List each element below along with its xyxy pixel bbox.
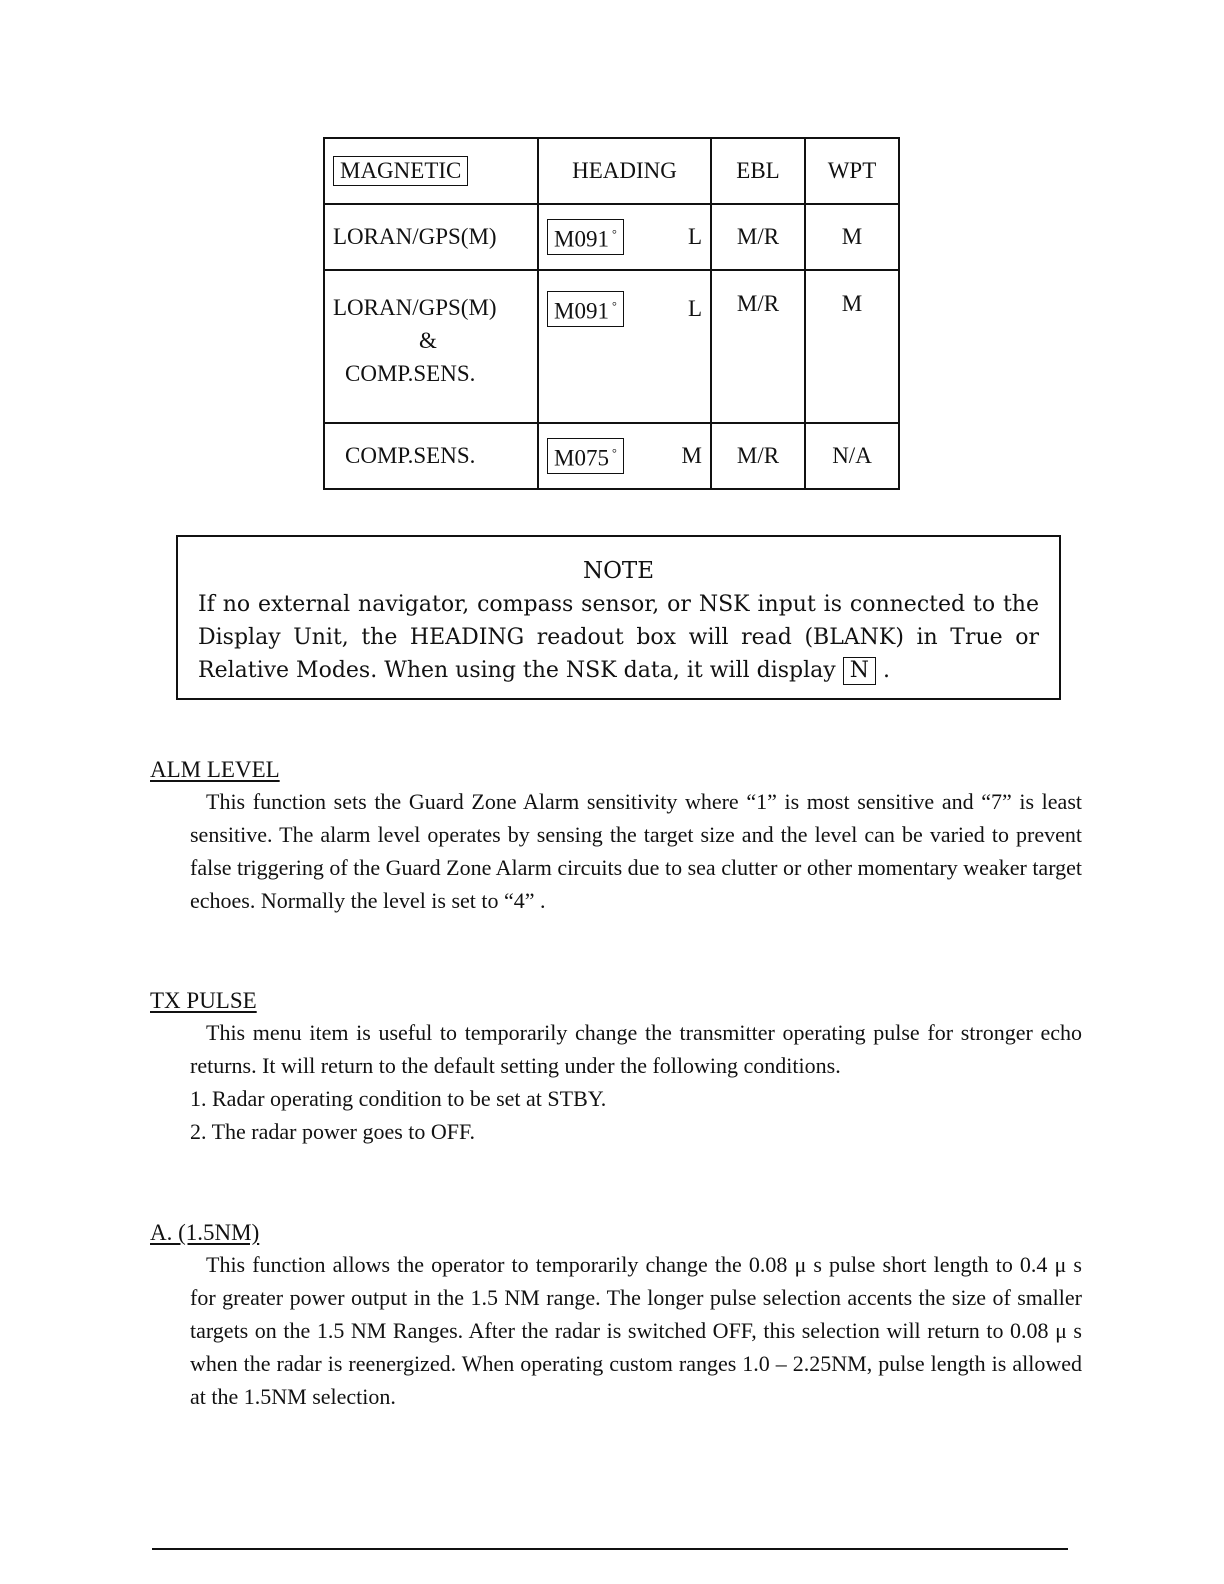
note-text: If no external navigator, compass sensor, or NSK input is connected to the Display Unit, the HEADING readout box will read (BLANK) in True or Relative Modes. When using the NSK data, it will display N . bbox=[198, 592, 1039, 683]
section-a-1-5nm bbox=[150, 1218, 1082, 1413]
heading-readout-box: M091 ° bbox=[547, 291, 624, 327]
heading-suffix: L bbox=[687, 295, 702, 321]
section-heading: TX PULSE bbox=[150, 988, 257, 1013]
section-body: This function sets the Guard Zone Alarm sensitivity where “1” is most sensitive and “7” is least sensitive. The alarm level operates by sensing the target size and the level can be varied to prevent false triggering of the Guard Zone Alarm circuits due to sea clutter or other momentary weaker target echoes. Normally the level is set to “4” . bbox=[190, 789, 1082, 913]
header-heading: HEADING bbox=[538, 138, 711, 204]
ebl-cell: M/R bbox=[711, 270, 805, 423]
heading-suffix: L bbox=[687, 224, 702, 249]
header-wpt: WPT bbox=[805, 138, 899, 204]
section-heading: ALM LEVEL bbox=[150, 757, 280, 782]
note-title: NOTE bbox=[582, 558, 655, 584]
table-header-row bbox=[324, 138, 899, 204]
nsk-indicator-box: N bbox=[843, 657, 876, 685]
table-row bbox=[324, 270, 899, 423]
wpt-cell: N/A bbox=[805, 423, 899, 489]
wpt-cell: M bbox=[805, 204, 899, 270]
section-body: This menu item is useful to temporarily change the transmitter operating pulse for stronger echo returns. It will return to the default setting under the following conditions. bbox=[190, 1020, 1082, 1078]
footer-divider bbox=[152, 1548, 1068, 1550]
section-body: This function allows the operator to temporarily change the 0.08 μ s pulse short length to 0.4 μ s for greater power output in the 1.5 NM range. The longer pulse selection accents the size of smaller targets on the 1.5 NM Ranges. After the radar is switched OFF, this selection will return to 0.08 μ s when the radar is reenergized. When operating custom ranges 1.0 – 2.25NM, pulse length is allowed at the 1.5NM selection. bbox=[190, 1252, 1082, 1409]
list-item: 1. Radar operating condition to be set at STBY. bbox=[190, 1086, 607, 1111]
source-cell: COMP.SENS. bbox=[345, 443, 476, 468]
section-alm-level bbox=[150, 755, 1082, 917]
heading-readout-box: M091 ° bbox=[547, 219, 624, 255]
table-row bbox=[324, 204, 899, 270]
heading-readout-box: M075 ° bbox=[547, 438, 624, 474]
source-cell: LORAN/GPS(M) bbox=[324, 204, 538, 270]
source-cell: LORAN/GPS(M) & COMP.SENS. bbox=[324, 270, 538, 423]
ebl-cell: M/R bbox=[711, 204, 805, 270]
header-ebl: EBL bbox=[711, 138, 805, 204]
wpt-cell: M bbox=[805, 270, 899, 423]
table-row bbox=[324, 423, 899, 489]
section-heading: A. (1.5NM) bbox=[150, 1220, 260, 1245]
list-item: 2. The radar power goes to OFF. bbox=[190, 1119, 476, 1144]
heading-mode-table bbox=[323, 137, 900, 490]
heading-suffix: M bbox=[681, 443, 702, 468]
note-box bbox=[176, 535, 1061, 700]
section-tx-pulse bbox=[150, 986, 1082, 1148]
ebl-cell: M/R bbox=[711, 423, 805, 489]
mode-label-box: MAGNETIC bbox=[333, 156, 468, 186]
